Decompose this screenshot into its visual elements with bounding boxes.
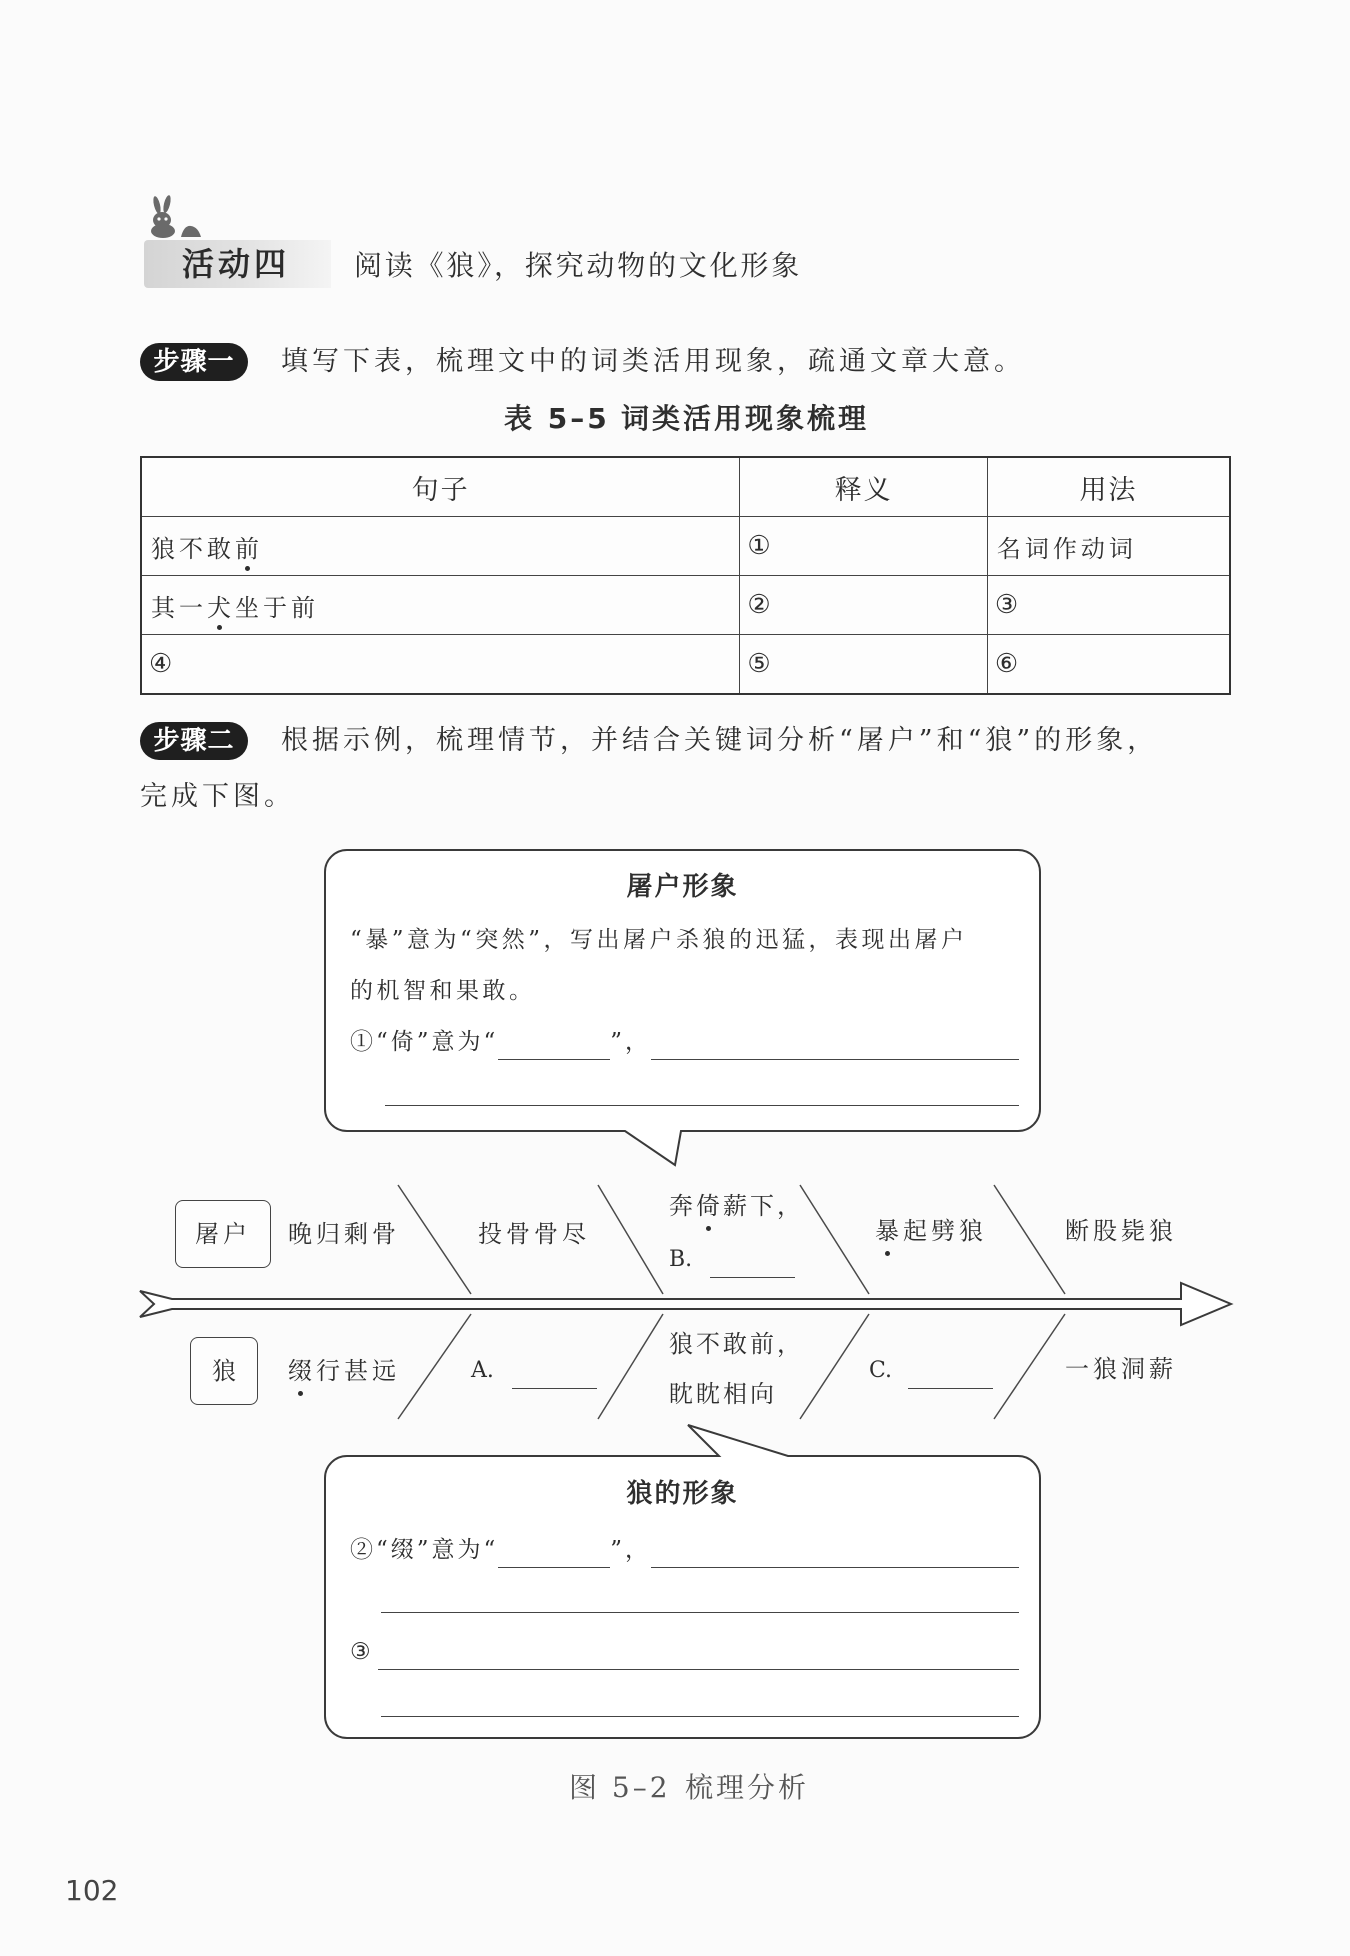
plot-text: 奔 xyxy=(669,1192,696,1220)
plot-lean-firewood xyxy=(669,1188,804,1224)
wolf-box: 狼 xyxy=(190,1337,258,1405)
plot-strike-wolf xyxy=(875,1213,987,1249)
activity-badge-label: 活动四 xyxy=(182,245,291,283)
plot-return-home: 晚归剩骨 xyxy=(288,1220,400,1248)
question-2-prefix: ②“缀”意为“ xyxy=(350,1537,499,1563)
usage-cell: ③ xyxy=(987,576,1230,635)
blank-b-label: B. xyxy=(669,1247,693,1272)
figure-caption-number: 图 5–2 xyxy=(569,1771,671,1804)
sentence-text: ④ xyxy=(149,649,173,679)
step2-badge: 步骤二 xyxy=(140,722,248,760)
question-3-label: ③ xyxy=(350,1639,374,1665)
butcher-question-1 xyxy=(350,1024,1019,1060)
answer-blank xyxy=(651,1539,1019,1568)
plot-wolf-tunnel: 一狼洞薪 xyxy=(1065,1355,1177,1383)
top-rib-2 xyxy=(598,1185,663,1294)
plot-throw-bones: 投骨骨尽 xyxy=(478,1220,590,1248)
usage-cell: 名词作动词 xyxy=(987,517,1230,576)
answer-blank xyxy=(498,1539,610,1568)
plot-text: 行甚远 xyxy=(316,1357,400,1385)
step1-instruction: 填写下表，梳理文中的词类活用现象，疏通文章大意。 xyxy=(281,346,1025,377)
plot-wolves-stare-line1: 狼不敢前， xyxy=(669,1330,804,1358)
meaning-cell: ② xyxy=(740,576,988,635)
plot-text: 薪下， xyxy=(723,1192,804,1220)
table-row xyxy=(141,635,1230,695)
header-sentence: 句子 xyxy=(141,457,740,517)
blank-b xyxy=(669,1242,795,1278)
sentence-cell xyxy=(141,635,740,695)
butcher-box: 屠户 xyxy=(175,1200,271,1268)
word-usage-table xyxy=(140,456,1231,695)
sentence-text: 其一 xyxy=(151,593,207,622)
rabbit-icon xyxy=(148,194,204,238)
table-caption-title: 词类活用现象梳理 xyxy=(621,402,870,435)
answer-blank xyxy=(498,1031,610,1060)
header-usage: 用法 xyxy=(987,457,1230,517)
step2-instruction-line1: 根据示例，梳理情节，并结合关键词分析“屠户”和“狼”的形象， xyxy=(281,725,1159,756)
bottom-rib-3 xyxy=(800,1314,869,1419)
table-caption-number: 表 5–5 xyxy=(504,402,610,435)
answer-blank xyxy=(651,1031,1019,1060)
activity-title: 阅读《狼》，探究动物的文化形象 xyxy=(354,249,803,282)
question-1-suffix: ”， xyxy=(610,1029,652,1055)
usage-cell: ⑥ xyxy=(987,635,1230,695)
sentence-text: 狼不敢 xyxy=(151,534,235,563)
meaning-cell: ⑤ xyxy=(740,635,988,695)
plot-follow-far xyxy=(288,1353,400,1389)
top-rib-4 xyxy=(994,1185,1065,1294)
step2-instruction-line2: 完成下图。 xyxy=(140,781,295,812)
figure-caption-title: 梳理分析 xyxy=(685,1771,810,1804)
emphasized-character: 前 xyxy=(235,529,263,564)
meaning-cell: ① xyxy=(740,517,988,576)
plot-kill-wolf: 断股毙狼 xyxy=(1065,1217,1177,1245)
answer-line xyxy=(381,1716,1019,1717)
bottom-rib-2 xyxy=(598,1314,663,1419)
bottom-rib-4 xyxy=(994,1314,1065,1419)
answer-blank xyxy=(710,1249,795,1278)
sentence-cell xyxy=(141,576,740,635)
question-1-prefix: ①“倚”意为“ xyxy=(350,1029,499,1055)
butcher-example-line2: 的机智和果敢。 xyxy=(350,978,536,1004)
sentence-text: 坐于前 xyxy=(235,593,319,622)
table-row xyxy=(141,517,1230,576)
wolf-image-title: 狼的形象 xyxy=(626,1479,739,1509)
question-2-suffix: ”， xyxy=(610,1537,652,1563)
bottom-rib-1 xyxy=(398,1314,471,1419)
answer-blank xyxy=(908,1360,993,1389)
activity-badge xyxy=(144,240,331,288)
emphasized-character: 倚 xyxy=(696,1188,723,1224)
page-number: 102 xyxy=(65,1874,119,1907)
emphasized-character: 缀 xyxy=(288,1353,316,1389)
emphasized-character: 犬 xyxy=(207,588,235,623)
blank-a-label: A. xyxy=(471,1358,494,1383)
wolf-question-3 xyxy=(350,1634,1019,1670)
timeline-arrow xyxy=(140,1283,1231,1325)
wolf-speech-bubble xyxy=(325,1425,1040,1738)
table-header-row xyxy=(141,457,1230,517)
table-row xyxy=(141,576,1230,635)
butcher-example-line1: “暴”意为“突然”，写出屠户杀狼的迅猛，表现出屠户 xyxy=(350,927,968,953)
sentence-cell xyxy=(141,517,740,576)
answer-line xyxy=(385,1105,1019,1106)
top-rib-1 xyxy=(398,1185,471,1294)
plot-wolves-stare-line2: 眈眈相向 xyxy=(669,1380,777,1408)
answer-line xyxy=(381,1612,1019,1613)
blank-c xyxy=(869,1353,993,1389)
step1-badge: 步骤一 xyxy=(140,343,248,381)
blank-a xyxy=(471,1353,597,1389)
wolf-question-2 xyxy=(350,1532,1019,1568)
plot-text: 起劈狼 xyxy=(903,1217,987,1245)
answer-blank xyxy=(512,1360,597,1389)
answer-blank xyxy=(378,1641,1019,1670)
header-meaning: 释义 xyxy=(740,457,988,517)
blank-c-label: C. xyxy=(869,1358,893,1383)
top-rib-3 xyxy=(800,1185,869,1294)
emphasized-character: 暴 xyxy=(875,1213,903,1249)
butcher-image-title: 屠户形象 xyxy=(626,872,739,902)
